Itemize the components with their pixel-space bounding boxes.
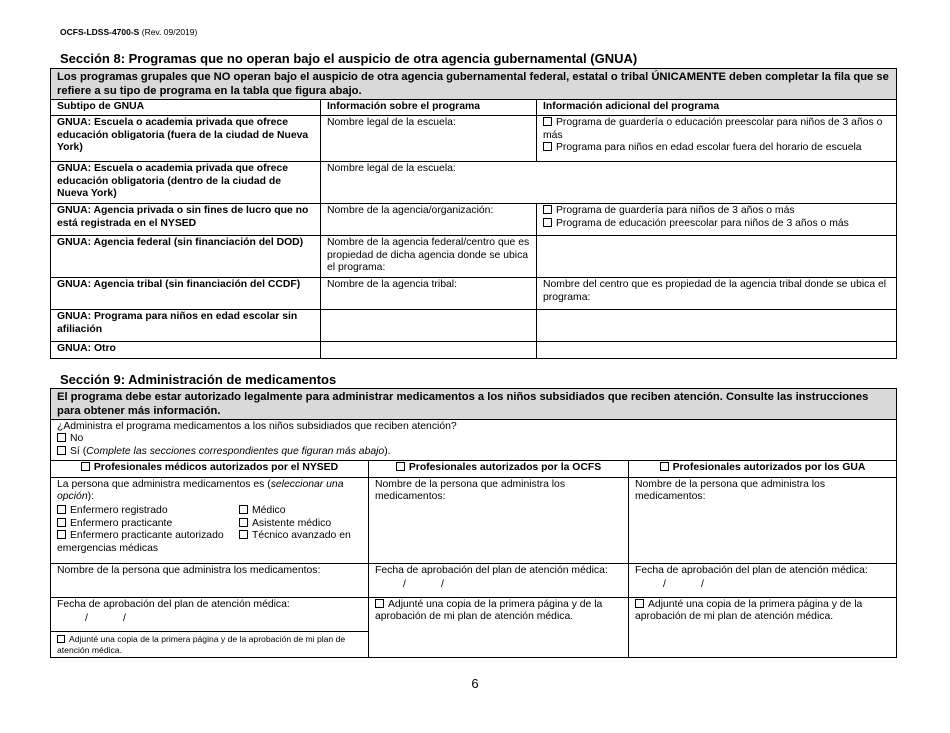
- nysed-date-cell: [51, 597, 369, 658]
- person-prompt: La persona que administra medicamentos es (: [57, 478, 271, 490]
- col-header-info: Información sobre el programa: [321, 100, 537, 116]
- row-subtype: GNUA: Otro: [51, 342, 321, 358]
- section8-title: Sección 8: Programas que no operan bajo el auspicio de otra agencia gubernamental (GNUA): [60, 51, 638, 66]
- row-extra[interactable]: [537, 236, 897, 278]
- row-subtype: GNUA: Escuela o academia privada que ofrece educación obligatoria (dentro de la ciudad de Nueva York): [51, 162, 321, 204]
- col-header-subtype: Subtipo de GNUA: [51, 100, 321, 116]
- role-label: Técnico avanzado en: [252, 530, 351, 542]
- yes-note: Complete las secciones correspondientes que figuran más abajo: [86, 445, 385, 457]
- checkbox[interactable]: [635, 599, 644, 608]
- form-identifier: [60, 27, 197, 37]
- role-label: Enfermero practicante: [70, 517, 173, 529]
- checkbox[interactable]: [543, 142, 552, 151]
- checkbox[interactable]: [543, 205, 552, 214]
- col-header-ocfs: [369, 461, 629, 477]
- row-info[interactable]: Nombre legal de la escuela:: [321, 162, 897, 204]
- no-label: No: [70, 433, 84, 445]
- table-row: [51, 310, 897, 342]
- table-row: [51, 116, 897, 162]
- checkbox[interactable]: [239, 530, 248, 539]
- row-extra[interactable]: [537, 310, 897, 342]
- checkbox-no[interactable]: [57, 433, 66, 442]
- checkbox[interactable]: [543, 117, 552, 126]
- checkbox-label: Programa de guardería o educación preescolar para niños de 3 años o más: [543, 117, 883, 141]
- col-header-label: Profesionales médicos autorizados por el NYSED: [93, 462, 339, 474]
- section9-table: [50, 388, 897, 658]
- date-slash: /: [403, 579, 406, 591]
- table-row: [51, 342, 897, 358]
- form-revision: (Rev. 09/2019): [141, 27, 198, 37]
- row-info[interactable]: [321, 342, 537, 358]
- date-slash: /: [441, 579, 444, 591]
- ocfs-name-field[interactable]: Nombre de la persona que administra los medicamentos:: [369, 477, 629, 563]
- row-info[interactable]: [321, 310, 537, 342]
- row-extra: [537, 116, 897, 162]
- table-row: [51, 236, 897, 278]
- gua-copy-cell: [629, 597, 897, 658]
- gua-name-field[interactable]: Nombre de la persona que administra los medicamentos:: [629, 477, 897, 563]
- role-selection-cell: [51, 477, 369, 563]
- col-header-label: Profesionales autorizados por la OCFS: [408, 462, 602, 474]
- copy-label: Adjunté una copia de la primera página y de la aprobación de mi plan de atención médica.: [57, 634, 346, 655]
- row-info[interactable]: Nombre legal de la escuela:: [321, 116, 537, 162]
- date-label: Fecha de aprobación del plan de atención médica:: [57, 598, 290, 610]
- role-label: Asistente médico: [252, 517, 332, 529]
- col-header-extra: Información adicional del programa: [537, 100, 897, 116]
- date-slash: /: [701, 579, 704, 591]
- ocfs-copy-cell: [369, 597, 629, 658]
- checkbox-yes[interactable]: [57, 446, 66, 455]
- role-label: Médico: [252, 505, 286, 517]
- page-number: 6: [471, 676, 479, 691]
- row-extra: [537, 204, 897, 236]
- col-header-label: Profesionales autorizados por los GUA: [672, 462, 866, 474]
- section9-intro: El programa debe estar autorizado legalmente para administrar medicamentos a los niños subsidiados que reciben atención. Consulte las instrucciones para obtener más información.: [51, 389, 897, 420]
- role-label: Enfermero practicante autorizado: [70, 530, 224, 542]
- checkbox[interactable]: [239, 518, 248, 527]
- person-prompt-close: ):: [87, 491, 94, 503]
- checkbox-nysed[interactable]: [81, 462, 90, 471]
- checkbox-label: Programa para niños en edad escolar fuera del horario de escuela: [556, 142, 862, 154]
- table-row: [51, 278, 897, 310]
- row-subtype: GNUA: Agencia tribal (sin financiación del CCDF): [51, 278, 321, 310]
- yes-label: Sí (: [70, 445, 87, 457]
- medication-question-cell: [51, 420, 897, 461]
- checkbox[interactable]: [57, 518, 66, 527]
- checkbox[interactable]: [543, 218, 552, 227]
- date-label: Fecha de aprobación del plan de atención médica:: [635, 564, 868, 576]
- date-slash: /: [85, 613, 88, 625]
- row-info[interactable]: Nombre de la agencia tribal:: [321, 278, 537, 310]
- checkbox[interactable]: [57, 635, 65, 643]
- col-header-gua: [629, 461, 897, 477]
- checkbox[interactable]: [57, 505, 66, 514]
- row-subtype: GNUA: Escuela o academia privada que ofrece educación obligatoria (fuera de la ciudad de Nueva York): [51, 116, 321, 162]
- col-header-nysed: [51, 461, 369, 477]
- date-slash: /: [123, 613, 126, 625]
- gua-date-field[interactable]: [629, 563, 897, 597]
- date-label: Fecha de aprobación del plan de atención médica:: [375, 564, 608, 576]
- person-prompt-note: seleccionar una opción: [57, 478, 344, 503]
- section8-intro: Los programas grupales que NO operan bajo el auspicio de otra agencia gubernamental federal, estatal o tribal ÚNICAMENTE deben completar la fila que se refiere a su tipo de programa en la tabla que figura abajo.: [51, 69, 897, 100]
- role-label: Enfermero registrado: [70, 505, 168, 517]
- section8-table: [50, 68, 897, 359]
- yes-close: ).: [384, 445, 391, 457]
- copy-label: Adjunté una copia de la primera página y de la aprobación de mi plan de atención médica.: [635, 598, 863, 623]
- table-row: [51, 162, 897, 204]
- checkbox-label: Programa de guardería para niños de 3 años o más: [556, 205, 795, 217]
- checkbox-label: Programa de educación preescolar para niños de 3 años o más: [556, 217, 849, 229]
- checkbox-gua[interactable]: [660, 462, 669, 471]
- row-info[interactable]: Nombre de la agencia federal/centro que es propiedad de dicha agencia donde se ubica el programa:: [321, 236, 537, 278]
- ocfs-date-field[interactable]: [369, 563, 629, 597]
- section9-title: Sección 9: Administración de medicamentos: [60, 372, 337, 387]
- date-slash: /: [663, 579, 666, 591]
- table-row: [51, 204, 897, 236]
- row-subtype: GNUA: Agencia federal (sin financiación del DOD): [51, 236, 321, 278]
- medication-question: ¿Administra el programa medicamentos a los niños subsidiados que reciben atención?: [57, 421, 457, 432]
- row-extra[interactable]: [537, 342, 897, 358]
- nysed-name-field[interactable]: Nombre de la persona que administra los medicamentos:: [51, 563, 369, 597]
- form-code: OCFS-LDSS-4700-S: [60, 27, 140, 37]
- checkbox[interactable]: [57, 530, 66, 539]
- checkbox[interactable]: [239, 505, 248, 514]
- row-extra[interactable]: Nombre del centro que es propiedad de la agencia tribal donde se ubica el programa:: [537, 278, 897, 310]
- role-label-cont: emergencias médicas: [57, 542, 159, 554]
- checkbox-ocfs[interactable]: [396, 462, 405, 471]
- row-subtype: GNUA: Agencia privada o sin fines de lucro que no está registrada en el NYSED: [51, 204, 321, 236]
- copy-label: Adjunté una copia de la primera página y de la aprobación de mi plan de atención médica.: [375, 598, 603, 623]
- checkbox[interactable]: [375, 599, 384, 608]
- row-info[interactable]: Nombre de la agencia/organización:: [321, 204, 537, 236]
- row-subtype: GNUA: Programa para niños en edad escolar sin afiliación: [51, 310, 321, 342]
